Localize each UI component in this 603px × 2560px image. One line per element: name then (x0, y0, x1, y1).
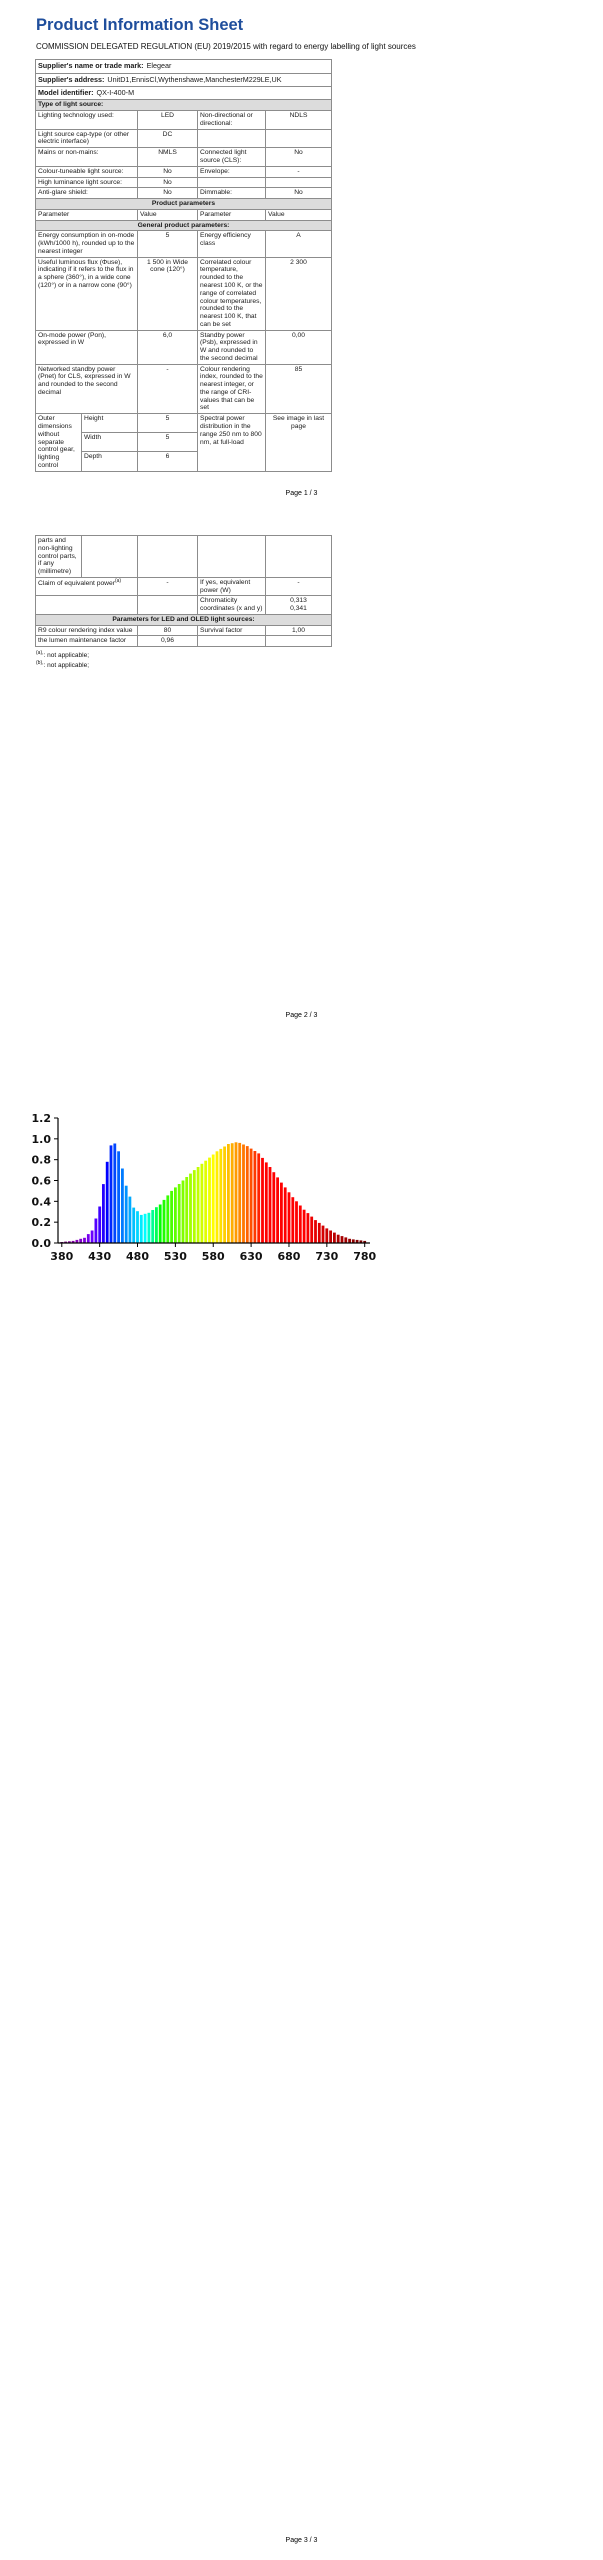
value-cell: 1,00 (266, 625, 332, 636)
column-header: Value (138, 209, 198, 220)
footnote-b (36, 661, 603, 669)
footnote-a-text: : not applicable; (43, 652, 90, 660)
empty-cell (266, 536, 332, 578)
param-cell: On-mode power (Pon), expressed in W (36, 330, 138, 364)
page-number-2: Page 2 / 3 (285, 1012, 318, 1019)
svg-text:480: 480 (126, 1250, 149, 1263)
supplier-name-cell (36, 60, 332, 73)
supplier-address-row (36, 73, 332, 86)
value-cell: NMLS (138, 148, 198, 167)
value-cell (266, 636, 332, 647)
section-general-parameters: General product parameters: (36, 220, 332, 231)
param-cell: Dimmable: (198, 188, 266, 199)
svg-text:0.8: 0.8 (31, 1153, 51, 1167)
value-cell: 6,0 (138, 330, 198, 364)
svg-text:630: 630 (239, 1250, 263, 1263)
svg-text:780: 780 (353, 1250, 377, 1263)
table-row (36, 364, 332, 414)
value-cell: 1 500 in Wide cone (120°) (138, 257, 198, 330)
empty-cell (198, 536, 266, 578)
value-cell: See image in last page (266, 414, 332, 471)
dim-name-cell: Depth (82, 452, 138, 471)
dim-name-cell: Width (82, 433, 138, 452)
param-cell: Mains or non-mains: (36, 148, 138, 167)
page-number-3: Page 3 / 3 (285, 2537, 318, 2544)
param-cell: Energy consumption in on-mode (kWh/1000 h), rounded up to the nearest integer (36, 231, 138, 257)
table-row (36, 188, 332, 199)
empty-cell (138, 536, 198, 578)
svg-text:430: 430 (88, 1250, 112, 1263)
section-row (36, 199, 332, 210)
chromaticity-x-value: 0,313 (290, 597, 307, 605)
value-cell: 0,96 (138, 636, 198, 647)
value-cell (266, 129, 332, 148)
table-row (36, 111, 332, 130)
supplier-address-cell (36, 73, 332, 86)
param-cell: Colour-tuneable light source: (36, 166, 138, 177)
column-header: Parameter (198, 209, 266, 220)
param-cell: Anti-glare shield: (36, 188, 138, 199)
footnote-a (36, 651, 603, 659)
section-row (36, 220, 332, 231)
page-3 (0, 1025, 603, 2560)
param-cell: Correlated colour temperature, rounded to the nearest 100 K, or the range of correlated colour temperatures, rounded to the nearest 100 K, that can be set (198, 257, 266, 330)
table-row (36, 166, 332, 177)
param-cell (36, 577, 138, 596)
param-cell (198, 636, 266, 647)
section-led-oled-parameters: Parameters for LED and OLED light sources: (36, 614, 332, 625)
table-row (36, 231, 332, 257)
table-row (36, 148, 332, 167)
param-cell: If yes, equivalent power (W) (198, 577, 266, 596)
claim-of-equivalent-power-row (36, 577, 332, 596)
value-cell: DC (138, 129, 198, 148)
outer-dimensions-label-continued: parts and non-lighting control parts, if any (millimetre) (36, 536, 82, 578)
value-cell: 5 (138, 231, 198, 257)
outer-dimensions-label: Outer dimensions without separate control gear, lighting control (36, 414, 82, 471)
svg-text:580: 580 (201, 1250, 225, 1263)
chromaticity-row (36, 596, 332, 615)
table-row (36, 257, 332, 330)
value-cell: No (138, 188, 198, 199)
value-cell: 85 (266, 364, 332, 414)
svg-text:0.0: 0.0 (31, 1237, 51, 1250)
section-row (36, 614, 332, 625)
param-cell (198, 177, 266, 188)
page-2 (0, 505, 603, 1025)
value-cell (266, 177, 332, 188)
param-cell: Spectral power distribution in the range 250 nm to 800 nm, at full-load (198, 414, 266, 471)
param-cell: the lumen maintenance factor (36, 636, 138, 647)
footnote-a-marker: (a), (36, 650, 44, 657)
chromaticity-y-value: 0,341 (290, 605, 307, 613)
footnote-b-marker: (b), (36, 660, 44, 667)
model-identifier-value: QX-I-400-M (96, 88, 135, 98)
dim-value-cell: 5 (138, 433, 198, 452)
section-product-parameters: Product parameters (36, 199, 332, 210)
supplier-name-row (36, 60, 332, 73)
value-cell: 80 (138, 625, 198, 636)
param-cell: Lighting technology used: (36, 111, 138, 130)
value-cell (266, 596, 332, 615)
supplier-name-label: Supplier's name or trade mark: (38, 61, 144, 71)
value-cell: No (266, 188, 332, 199)
spectral-power-distribution-block (0, 1105, 603, 1275)
section-type-of-light-source: Type of light source: (36, 100, 332, 111)
value-cell: NDLS (266, 111, 332, 130)
spectral-power-distribution-chart (0, 1105, 420, 1275)
value-cell: - (266, 166, 332, 177)
value-cell: LED (138, 111, 198, 130)
table-row (36, 330, 332, 364)
claim-footnote-marker: (a) (114, 577, 122, 584)
svg-text:1.0: 1.0 (31, 1132, 51, 1146)
table-row (36, 625, 332, 636)
value-cell: No (266, 148, 332, 167)
value-cell: 2 300 (266, 257, 332, 330)
param-cell: Light source cap-type (or other electric interface) (36, 129, 138, 148)
regulation-subtitle: COMMISSION DELEGATED REGULATION (EU) 2019/2015 with regard to energy labelling of light sources (36, 42, 416, 51)
outer-dimensions-continuation-row (36, 536, 332, 578)
value-cell: - (266, 577, 332, 596)
param-cell: Energy efficiency class (198, 231, 266, 257)
column-header: Parameter (36, 209, 138, 220)
param-cell: Connected light source (CLS): (198, 148, 266, 167)
dim-value-cell: 6 (138, 452, 198, 471)
table-row (36, 636, 332, 647)
page-1 (0, 0, 603, 505)
empty-cell (36, 596, 138, 615)
table-row (36, 129, 332, 148)
svg-text:380: 380 (50, 1250, 74, 1263)
dim-name-cell: Height (82, 414, 138, 433)
table-row (36, 177, 332, 188)
footnote-b-text: : not applicable; (43, 662, 90, 670)
product-info-table-page2 (35, 535, 332, 647)
param-cell: Colour rendering index, rounded to the nearest integer, or the range of CRI-values that can be set (198, 364, 266, 414)
value-cell: No (138, 177, 198, 188)
value-cell: 0,00 (266, 330, 332, 364)
param-cell: Standby power (Psb), expressed in W and rounded to the second decimal (198, 330, 266, 364)
param-cell: R9 colour rendering index value (36, 625, 138, 636)
dim-value-cell: 5 (138, 414, 198, 433)
empty-cell (82, 536, 138, 578)
param-cell: Envelope: (198, 166, 266, 177)
svg-text:0.4: 0.4 (31, 1195, 51, 1209)
page-number-1: Page 1 / 3 (285, 490, 318, 497)
param-cell (198, 129, 266, 148)
param-cell: High luminance light source: (36, 177, 138, 188)
column-header: Value (266, 209, 332, 220)
svg-text:530: 530 (163, 1250, 187, 1263)
svg-text:680: 680 (277, 1250, 301, 1263)
svg-text:0.6: 0.6 (31, 1174, 51, 1188)
svg-text:1.2: 1.2 (31, 1112, 51, 1125)
model-identifier-cell (36, 87, 332, 100)
columns-header-row (36, 209, 332, 220)
model-identifier-label: Model identifier: (38, 88, 94, 98)
param-cell: Non-directional or directional: (198, 111, 266, 130)
model-identifier-row (36, 87, 332, 100)
claim-label: Claim of equivalent power (38, 580, 115, 588)
param-cell: Useful luminous flux (Φuse), indicating if it refers to the flux in a sphere (360°), in a wide cone (120°) or in a narrow cone (90°) (36, 257, 138, 330)
supplier-name-value: Elegear (146, 61, 172, 71)
value-cell: No (138, 166, 198, 177)
param-cell: Survival factor (198, 625, 266, 636)
svg-text:0.2: 0.2 (31, 1216, 51, 1230)
doc-title: Product Information Sheet (36, 16, 244, 34)
param-cell: Networked standby power (Pnet) for CLS, expressed in W and rounded to the second decimal (36, 364, 138, 414)
value-cell: - (138, 577, 198, 596)
outer-dimensions-row (36, 414, 332, 433)
section-row (36, 100, 332, 111)
product-info-table-page1 (35, 59, 332, 471)
empty-cell (138, 596, 198, 615)
svg-text:730: 730 (315, 1250, 339, 1263)
param-cell: Chromaticity coordinates (x and y) (198, 596, 266, 615)
value-cell: - (138, 364, 198, 414)
supplier-address-label: Supplier's address: (38, 74, 105, 84)
supplier-address-value: UnitD1,EnnisCl,Wythenshawe,ManchesterM229LE,UK (107, 74, 282, 84)
footnotes (36, 651, 603, 669)
value-cell: A (266, 231, 332, 257)
